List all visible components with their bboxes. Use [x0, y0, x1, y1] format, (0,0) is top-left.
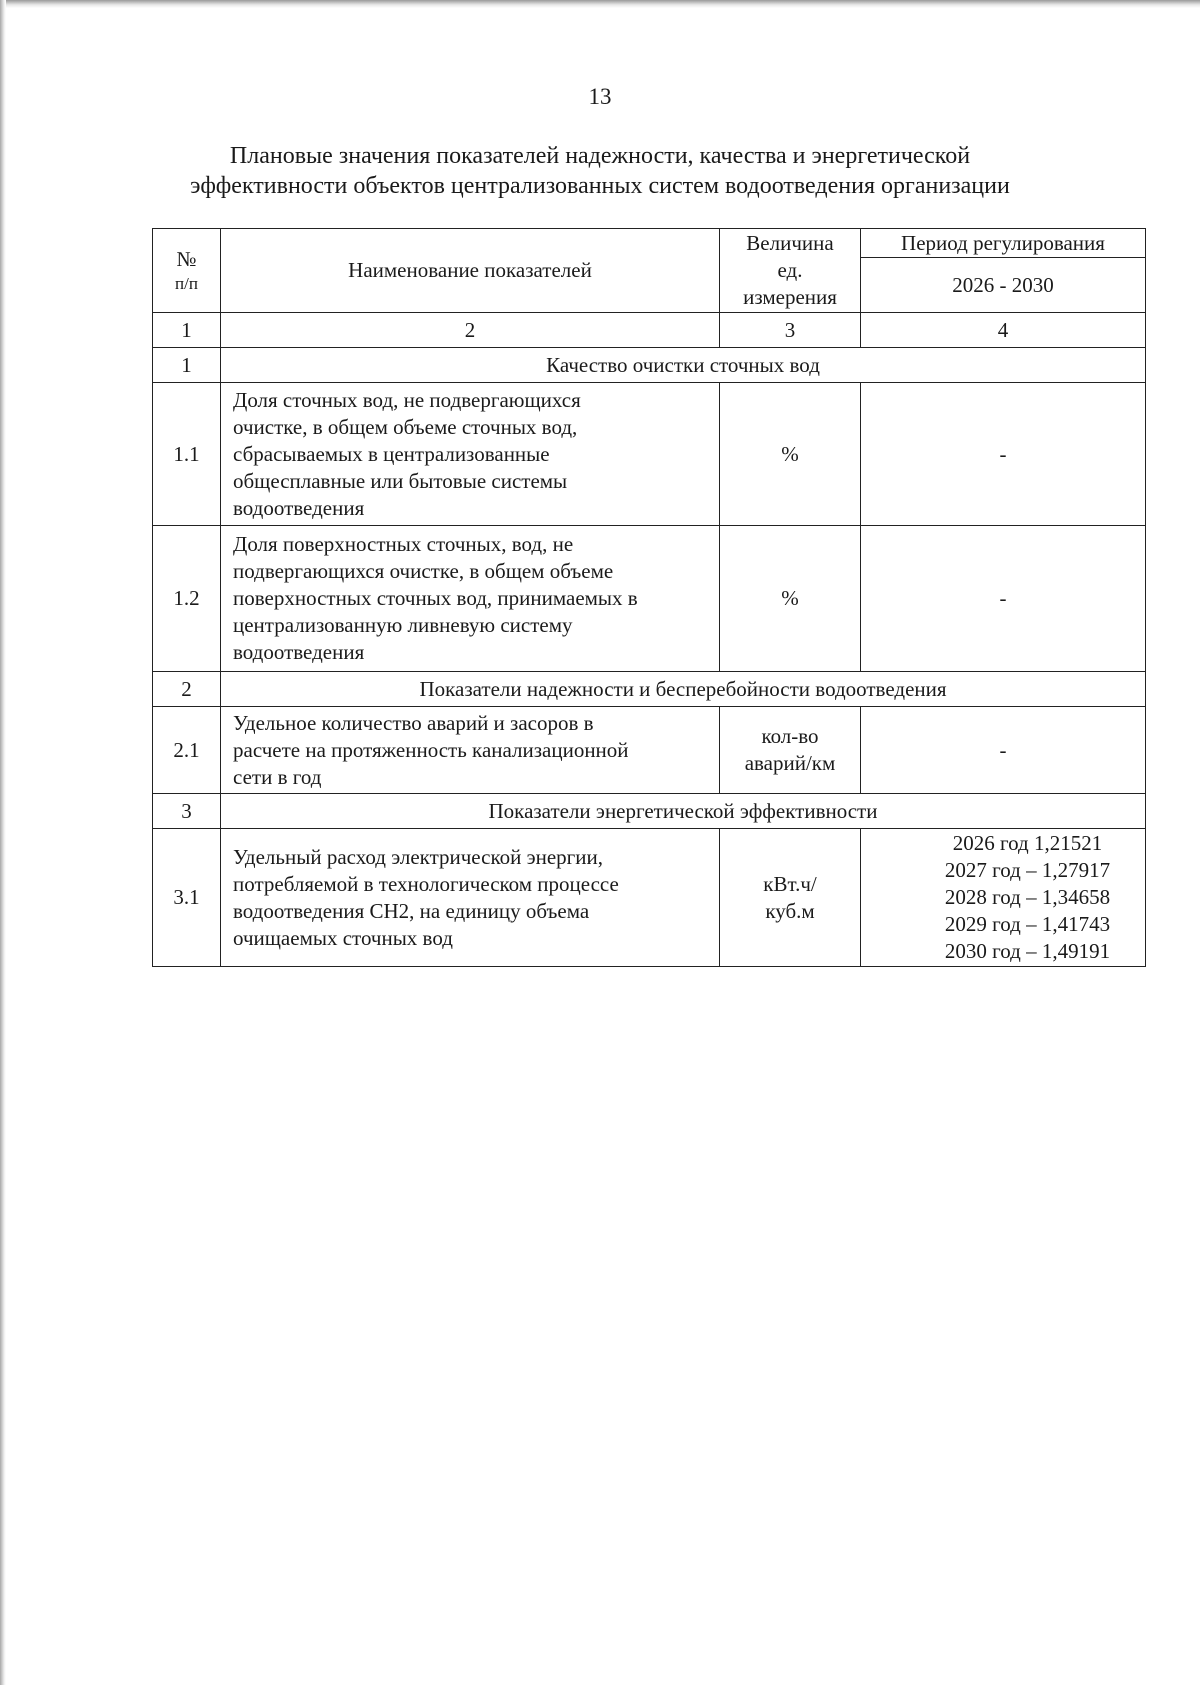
row-name-line: водоотведения СН2, на единицу объема	[233, 898, 590, 923]
indicators-table	[152, 228, 1146, 967]
page-number: 13	[588, 84, 612, 109]
row-unit	[720, 829, 861, 967]
year-value: 2026 год 1,21521	[952, 831, 1103, 855]
row-name-line: потребляемой в технологическом процессе	[233, 871, 619, 896]
table-row	[153, 707, 1146, 794]
row-name-line: Доля поверхностных сточных, вод, не	[233, 532, 574, 556]
row-name-line: очистке, в общем объеме сточных вод,	[233, 414, 578, 439]
row-name	[221, 707, 720, 794]
row-name	[221, 526, 720, 672]
section-num: 2	[153, 672, 221, 707]
header-unit-line-3: измерения	[743, 285, 837, 309]
row-name-line: подвергающихся очистке, в общем объеме	[233, 559, 614, 583]
title-line-2: эффективности объектов централизованных систем водоотведения организации	[190, 173, 1010, 199]
scan-edge-top	[0, 0, 1200, 8]
row-name-line: общесплавные или бытовые системы	[233, 468, 568, 493]
row-name-line: водоотведения	[233, 495, 365, 520]
year-value: 2027 год – 1,27917	[944, 858, 1111, 882]
row-unit-line: аварий/км	[744, 751, 836, 775]
row-value: -	[861, 383, 1146, 526]
section-row	[153, 348, 1146, 383]
row-name-line: расчете на протяженность канализационной	[233, 737, 629, 762]
row-value: -	[861, 526, 1146, 672]
section-num: 3	[153, 794, 221, 829]
row-name	[221, 829, 720, 967]
header-period: Период регулирования	[861, 229, 1146, 258]
row-name-line: сбрасываемых в централизованные	[233, 441, 550, 466]
row-value: -	[861, 707, 1146, 794]
year-value: 2029 год – 1,41743	[944, 912, 1111, 936]
column-number: 4	[861, 313, 1146, 348]
table-row	[153, 383, 1146, 526]
header-period-range: 2026 - 2030	[861, 258, 1146, 313]
year-value: 2030 год – 1,49191	[944, 939, 1111, 963]
column-number: 2	[221, 313, 720, 348]
section-title: Качество очистки сточных вод	[221, 348, 1146, 383]
header-num-symbol: №	[176, 247, 197, 271]
header-num	[153, 229, 221, 313]
header-unit	[720, 229, 861, 313]
row-unit-line: куб.м	[765, 898, 815, 923]
row-unit-line: кВт.ч/	[763, 871, 817, 896]
column-number: 3	[720, 313, 861, 348]
row-name-line: поверхностных сточных вод, принимаемых в	[233, 586, 638, 610]
row-num: 1.2	[153, 526, 221, 672]
document-title	[150, 141, 1050, 201]
row-unit: %	[720, 383, 861, 526]
header-unit-line-2: ед.	[777, 258, 803, 282]
section-title: Показатели надежности и бесперебойности водоотведения	[221, 672, 1146, 707]
row-name-line: централизованную ливневую систему	[233, 613, 573, 637]
row-name-line: сети в год	[233, 764, 322, 789]
header-num-abbr: п/п	[175, 274, 198, 293]
row-name-line: водоотведения	[233, 640, 365, 664]
row-unit: %	[720, 526, 861, 672]
table-row	[153, 526, 1146, 672]
header-unit-line-1: Величина	[746, 231, 834, 255]
row-name-line: Доля сточных вод, не подвергающихся	[233, 387, 581, 412]
section-num: 1	[153, 348, 221, 383]
section-row	[153, 794, 1146, 829]
row-unit	[720, 707, 861, 794]
column-numbers-row	[153, 313, 1146, 348]
header-row	[153, 229, 1146, 258]
row-num: 3.1	[153, 829, 221, 967]
row-values-by-year	[861, 829, 1146, 967]
table-row	[153, 829, 1146, 967]
section-title: Показатели энергетической эффективности	[221, 794, 1146, 829]
title-line-1: Плановые значения показателей надежности, качества и энергетической	[229, 143, 971, 169]
row-name-line: Удельное количество аварий и засоров в	[233, 710, 594, 735]
year-value: 2028 год – 1,34658	[944, 885, 1111, 909]
row-unit-line: кол-во	[761, 724, 819, 748]
header-name: Наименование показателей	[221, 229, 720, 313]
section-row	[153, 672, 1146, 707]
scan-edge-left	[0, 0, 6, 1685]
row-name-line: очищаемых сточных вод	[233, 925, 453, 950]
row-num: 2.1	[153, 707, 221, 794]
row-name	[221, 383, 720, 526]
row-num: 1.1	[153, 383, 221, 526]
row-name-line: Удельный расход электрической энергии,	[233, 844, 604, 869]
column-number: 1	[153, 313, 221, 348]
